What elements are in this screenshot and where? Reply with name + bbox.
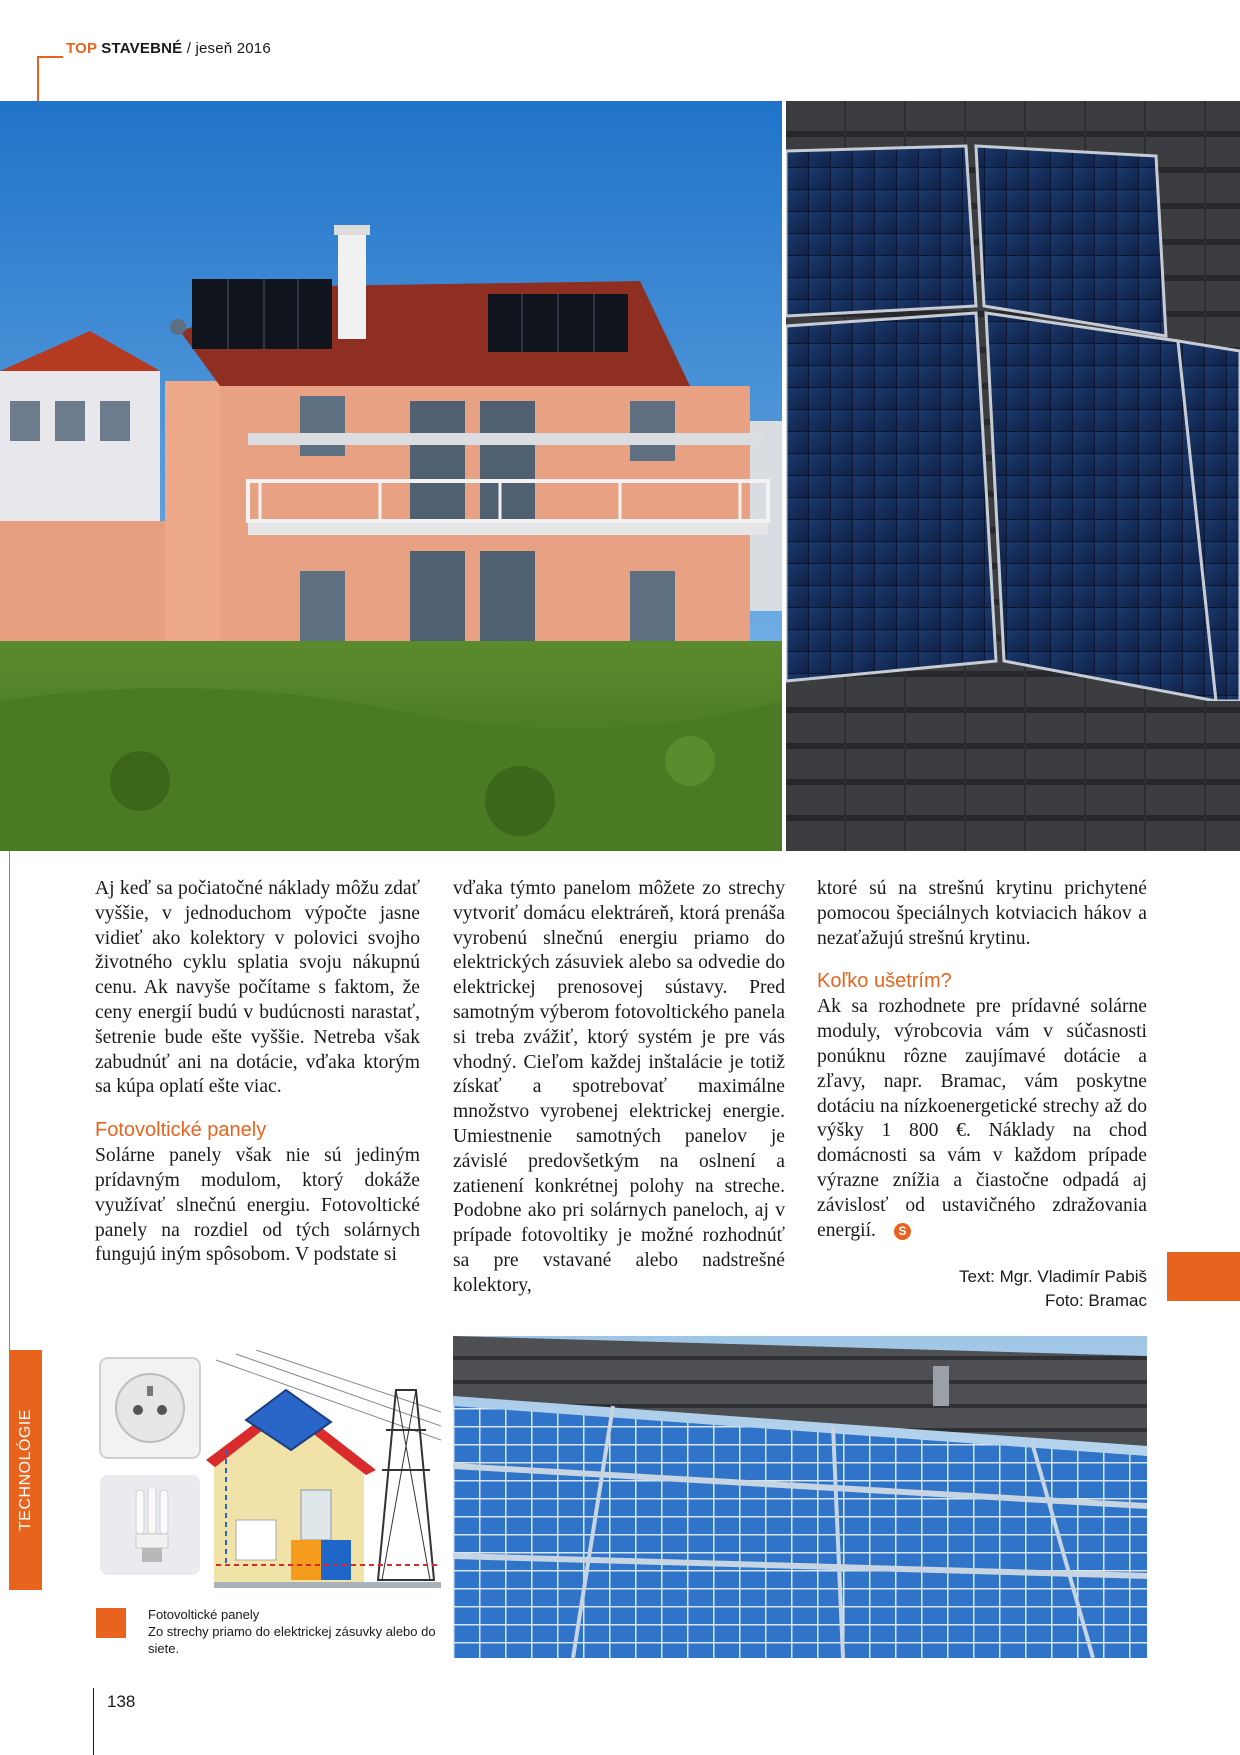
header-separator: /	[186, 40, 192, 57]
text-column-2	[453, 877, 785, 1299]
credit-text-author: Text: Mgr. Vladimír Pabiš	[958, 1267, 1147, 1287]
caption-text: Zo strechy priamo do elektrickej zásuvky alebo do siete.	[148, 1624, 436, 1656]
page-number: 138	[107, 1692, 136, 1711]
section-tab-label	[9, 1350, 42, 1590]
page-number-rule	[93, 1688, 94, 1755]
illustration-caption	[148, 1606, 438, 1657]
section-label-text: TECHNOLÓGIE	[16, 1409, 34, 1531]
paragraph: Aj keď sa počiatočné náklady môžu zdať vyššie, v jednoduchom výpočte jasne vidieť ako kolektory v polovici svojho životného cyklu splatia svoju nákupnú cenu. Ak navyše počítame s faktom, že ceny energií budú v budúcnosti narastať, šetrenie bude ešte vyššie. Netreba však zabudnúť ani na dotácie, vďaka ktorým sa kúpa oplatí ešte viac.	[95, 878, 420, 1098]
pv-array-roof-photo	[453, 1336, 1147, 1658]
header-accent-horizontal	[37, 56, 63, 58]
section-heading-savings: Koľko ušetrím?	[817, 970, 952, 993]
caption-marker	[96, 1608, 126, 1638]
brand-top: TOP	[66, 40, 97, 57]
page-edge-tab	[1167, 1252, 1240, 1301]
paragraph: ktoré sú na strešnú krytinu prichytené pomocou špeciálnych kotviacich hákov a nezaťažujú strešnú krytinu.	[817, 878, 1147, 949]
end-of-article-icon: S	[894, 1223, 911, 1240]
running-header	[66, 40, 271, 57]
brand-name: STAVEBNÉ	[101, 40, 183, 57]
left-margin-line	[9, 851, 10, 1352]
credit-photo: Foto: Bramac	[1044, 1291, 1147, 1311]
roof-pv-closeup-photo	[786, 101, 1240, 851]
section-heading-photovoltaic: Fotovoltické panely	[95, 1119, 267, 1142]
text-column-1	[95, 877, 420, 1268]
pv-illustration	[96, 1350, 441, 1588]
issue-season: jeseň 2016	[195, 40, 271, 57]
house-photo	[0, 101, 782, 851]
paragraph: vďaka týmto panelom môžete zo strechy vytvoriť domácu elektráreň, ktorá prenáša vyrobenú slnečnú energiu priamo do elektrických zásuviek alebo sa odvedie do elektrickej prenosovej sústavy. Pred samotným výberom fotovoltického panela si treba zvážiť, ktorý systém je pre vás vhodný. Cieľom každej inštalácie je totiž získať a spotrebovať maximálne množstvo vyrobenej elektrickej energie. Umiestnenie samotných panelov je závislé predovšetkým na oslnení a zatienení konkrétnej polohy na streche. Podobne ako pri solárnych paneloch, aj v prípade fotovoltiky je možné rozhodnúť sa pre vstavané alebo nadstrešné kolektory,	[453, 878, 785, 1296]
paragraph	[817, 995, 1147, 1243]
caption-title: Fotovoltické panely	[148, 1607, 260, 1622]
article-credits	[817, 1265, 1147, 1313]
paragraph: Solárne panely však nie sú jediným prídavným modulom, ktorý dokáže využívať slnečnú energiu. Fotovoltické panely na rozdiel od tých solárnych fungujú iným spôsobom. V podstate si	[95, 1145, 420, 1266]
paragraph-text: Ak sa rozhodnete pre prídavné solárne moduly, výrobcovia vám v súčasnosti ponúknu rôzne zaujímavé dotácie a zľavy, napr. Bramac, vám poskytne dotáciu na nízkoenergetické strechy až do výšky 1 800 €. Náklady na chod domácnosti sa vám v každom prípade výrazne znížia a čiastočne odpadá aj závislosť od ustavičného zdražovania energií.	[817, 996, 1147, 1241]
header-accent-vertical	[37, 56, 39, 102]
text-column-3	[817, 877, 1147, 1313]
